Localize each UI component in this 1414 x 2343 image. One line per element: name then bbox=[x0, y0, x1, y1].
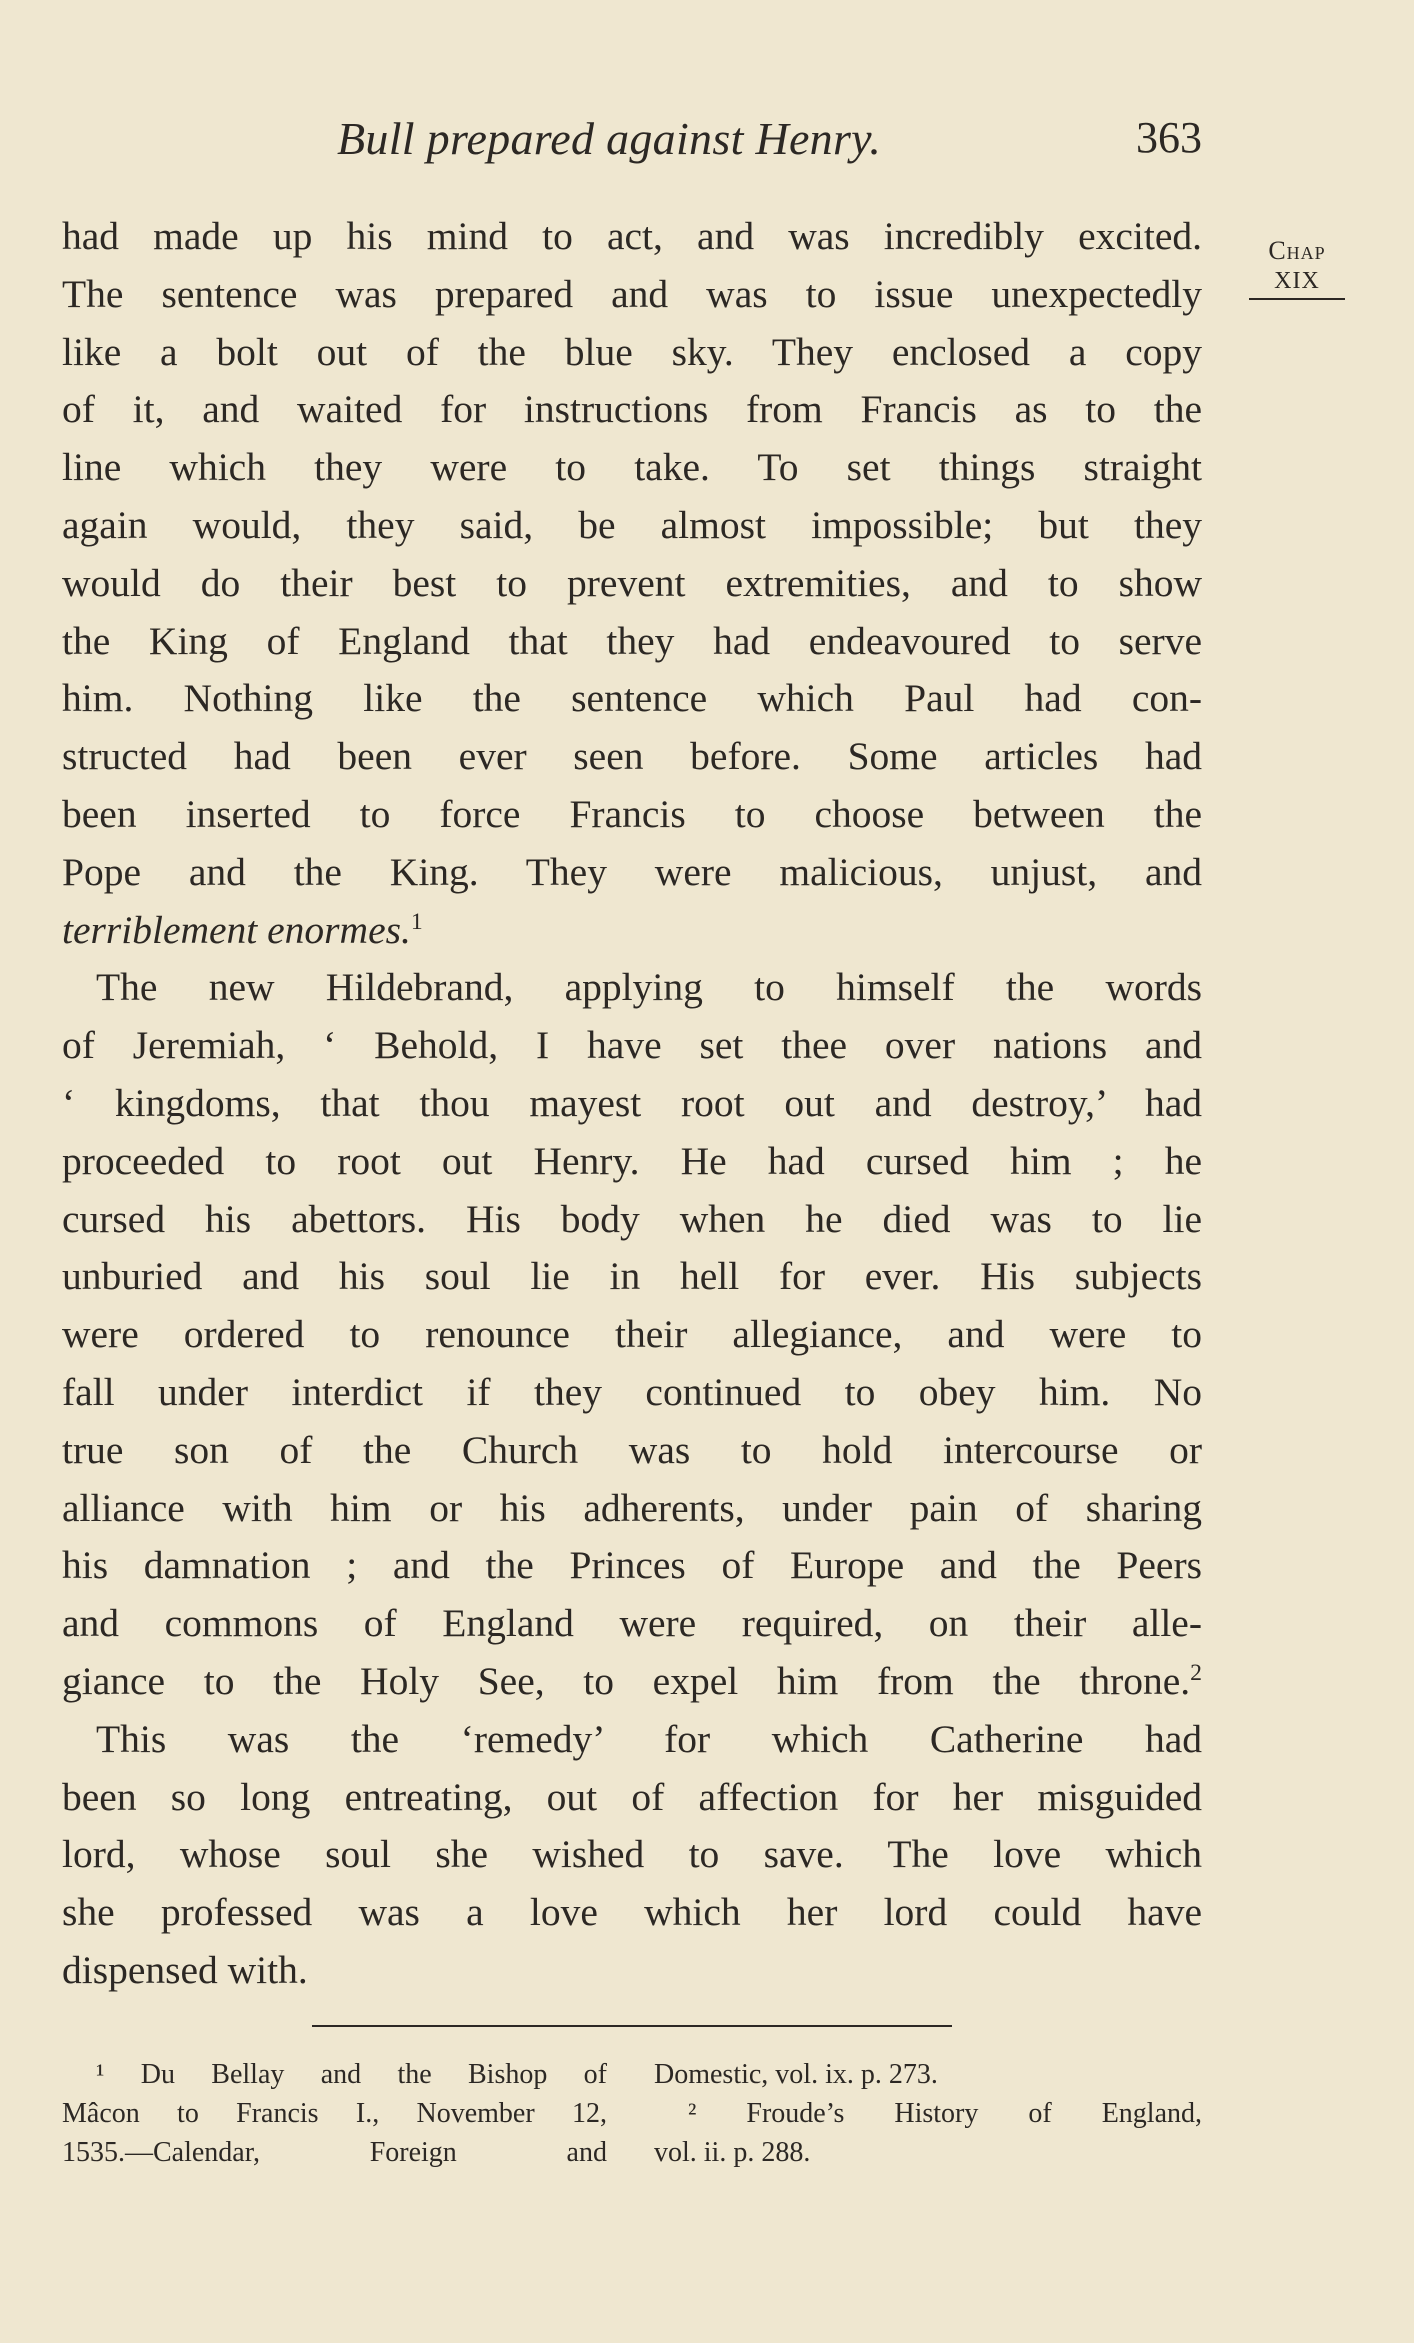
text-line: cursed his abettors. His body when he died was to lie bbox=[62, 1196, 1202, 1241]
text-line: been inserted to force Francis to choose between the bbox=[62, 791, 1202, 836]
text-line: him. Nothing like the sentence which Paul had con- bbox=[62, 676, 1202, 721]
text-line: fall under interdict if they continued to obey him. No bbox=[62, 1369, 1202, 1414]
text-line: ‘ kingdoms, that thou mayest root out and destroy,’ had bbox=[62, 1080, 1202, 1125]
footnote-line: vol. ii. p. 288. bbox=[654, 2137, 811, 2168]
footnote-line: 1535.—Calendar, Foreign and bbox=[62, 2137, 607, 2168]
text-line: were ordered to renounce their allegiance, and were to bbox=[62, 1312, 1202, 1357]
text-line: unburied and his soul lie in hell for ever. His subjects bbox=[62, 1254, 1202, 1299]
text-line: like a bolt out of the blue sky. They enclosed a copy bbox=[62, 329, 1202, 374]
text-line: his damnation ; and the Princes of Europe and the Peers bbox=[62, 1543, 1202, 1588]
text-line: of Jeremiah, ‘ Behold, I have set thee over nations and bbox=[62, 1023, 1202, 1068]
text-line: proceeded to root out Henry. He had cursed him ; he bbox=[62, 1138, 1202, 1183]
text-line: had made up his mind to act, and was incredibly excited. bbox=[62, 214, 1202, 258]
text-line: again would, they said, be almost impossible; but they bbox=[62, 502, 1202, 547]
footnote-line: Mâcon to Francis I., November 12, bbox=[62, 2098, 607, 2129]
text-line: Pope and the King. They were malicious, unjust, and bbox=[62, 849, 1202, 894]
text-line: dispensed with. bbox=[62, 1947, 308, 1992]
footnote-line: ¹ Du Bellay and the Bishop of bbox=[96, 2059, 607, 2090]
text-line: alliance with him or his adherents, under pain of sharing bbox=[62, 1485, 1202, 1530]
text-line: and commons of England were required, on their alle- bbox=[62, 1601, 1202, 1646]
footnote-ref-1: 1 bbox=[410, 908, 423, 935]
text-line: she professed was a love which her lord could have bbox=[62, 1890, 1202, 1935]
text-line: would do their best to prevent extremities, and to show bbox=[62, 560, 1202, 605]
text-line: structed had been ever seen before. Some articles had bbox=[62, 734, 1202, 779]
footnote-line: Domestic, vol. ix. p. 273. bbox=[654, 2059, 938, 2090]
text-line: lord, whose soul she wished to save. The love which bbox=[62, 1832, 1202, 1877]
text-line-content: giance to the Holy See, to expel him from the throne. bbox=[62, 1658, 1191, 1703]
text-line-with-note bbox=[62, 902, 1202, 960]
text-line: This was the ‘remedy’ for which Catherine had bbox=[96, 1716, 1202, 1761]
text-line: true son of the Church was to hold intercourse or bbox=[62, 1427, 1202, 1472]
text-line: the King of England that they had endeavoured to serve bbox=[62, 618, 1202, 663]
text-line-with-note bbox=[62, 1653, 1202, 1711]
chapter-label: Chap bbox=[1268, 236, 1326, 265]
text-line: line which they were to take. To set things straight bbox=[62, 445, 1202, 490]
running-title: Bull prepared against Henry. bbox=[337, 113, 882, 164]
page-number: 363 bbox=[1136, 113, 1202, 162]
footnote-ref-2: 2 bbox=[1190, 1659, 1202, 1686]
text-line: been so long entreating, out of affection for her misguided bbox=[62, 1774, 1202, 1819]
footnote-line: ² Froude’s History of England, bbox=[688, 2098, 1202, 2129]
page-header bbox=[62, 112, 1202, 172]
body-text bbox=[62, 208, 1202, 2000]
chapter-rule bbox=[1249, 298, 1345, 300]
footnote-rule bbox=[312, 2025, 952, 2027]
footnotes-left-column bbox=[62, 2055, 607, 2172]
text-line: of it, and waited for instructions from Francis as to the bbox=[62, 387, 1202, 432]
text-line: The new Hildebrand, applying to himself the words bbox=[96, 965, 1202, 1010]
italic-phrase: terriblement enormes. bbox=[62, 907, 411, 952]
text-line: The sentence was prepared and was to issue unexpectedly bbox=[62, 271, 1202, 316]
chapter-number: XIX bbox=[1274, 268, 1320, 294]
footnotes-right-column bbox=[654, 2055, 1202, 2172]
chapter-margin-note bbox=[1242, 236, 1352, 300]
